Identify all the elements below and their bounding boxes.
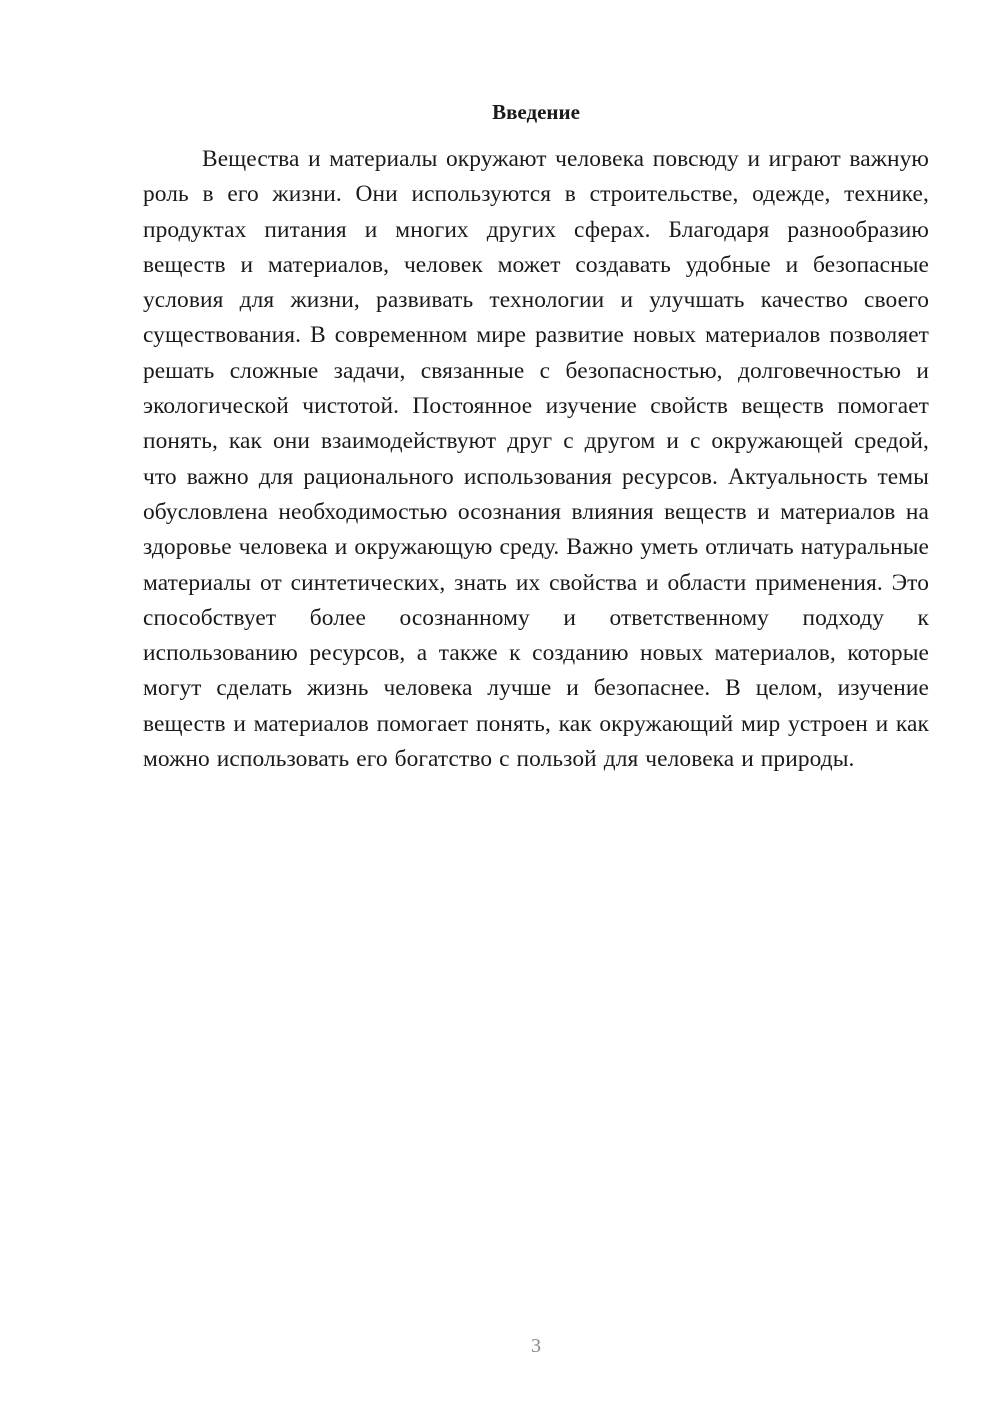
page-number: 3 xyxy=(531,1335,541,1357)
section-heading: Введение xyxy=(492,100,580,124)
body-paragraph: Вещества и материалы окружают человека повсюду и играют важную роль в его жизни. Они используются в строительстве, одежде, технике, продуктах питания и многих других сферах. Благодаря разнообразию веществ и материалов, человек может создавать удобные и безопасные условия для жизни, развивать технологии и улучшать качество своего существования. В современном мире развитие новых материалов позволяет решать сложные задачи, связанные с безопасностью, долговечностью и экологической чистотой. Постоянное изучение свойств веществ помогает понять, как они взаимодействуют друг с другом и с окружающей средой, что важно для рационального использования ресурсов. Актуальность темы обусловлена необходимостью осознания влияния веществ и материалов на здоровье человека и окружающую среду. Важно уметь отличать натуральные материалы от синтетических, знать их свойства и области применения. Это способствует более осознанному и ответственному подходу к использованию ресурсов, а также к созданию новых материалов, которые могут сделать жизнь человека лучше и безопаснее. В целом, изучение веществ и материалов помогает понять, как окружающий мир устроен и как можно использовать его богатство с пользой для человека и природы. xyxy=(143,146,929,773)
